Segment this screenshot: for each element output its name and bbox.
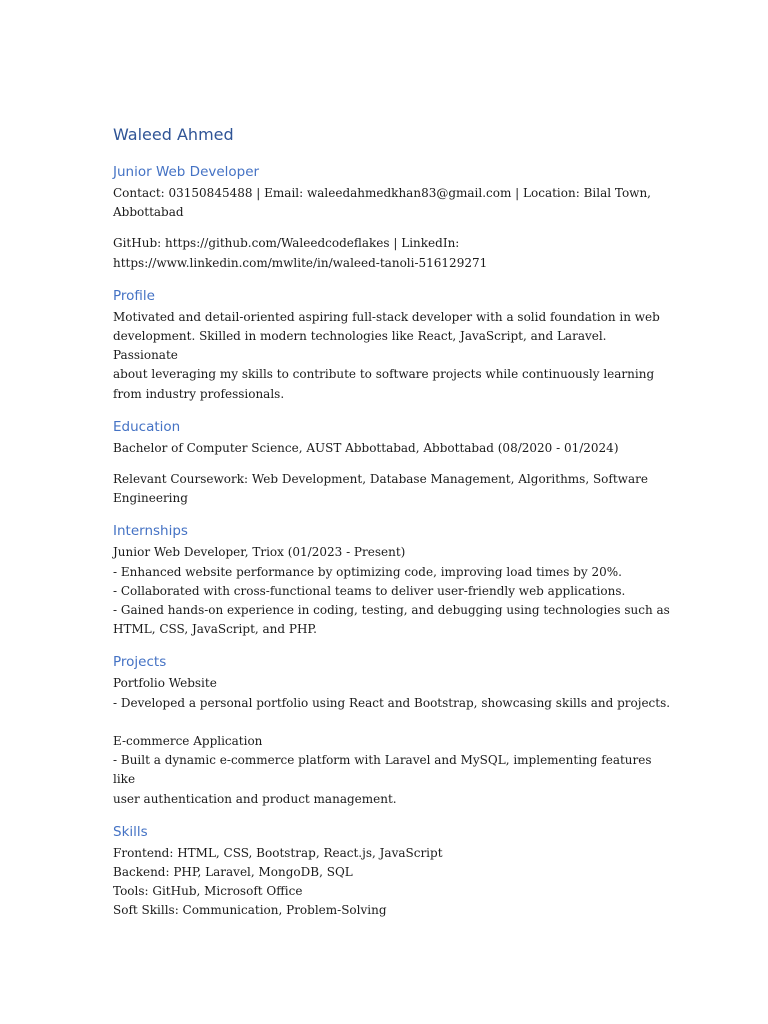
skills-section: [113, 823, 673, 921]
profile-heading: Profile: [113, 287, 155, 304]
profile-text: Motivated and detail-oriented aspiring full-stack developer with a solid foundation in web development. Skilled in modern technologies like React, JavaScript, and Laravel. Passionate about leveraging my skills to contribute to software projects while continuously learning from industry professionals.: [113, 309, 660, 401]
resume-page: [113, 124, 673, 921]
project-spacer: [113, 713, 673, 732]
profile-links: GitHub: https://github.com/Waleedcodeflakes | LinkedIn: https://www.linkedin.com/mwlite/in/waleed-tanoli-516129271: [113, 236, 488, 270]
job-title: Junior Web Developer: [113, 164, 260, 180]
project-ecommerce: E-commerce Application - Built a dynamic e-commerce platform with Laravel and MySQL, implementing features like user authentication and product management.: [113, 734, 652, 806]
education-coursework: Relevant Coursework: Web Development, Database Management, Algorithms, Software Engineering: [113, 472, 648, 506]
candidate-name: Waleed Ahmed: [113, 125, 234, 144]
projects-heading: Projects: [113, 654, 167, 671]
contact-info: Contact: 03150845488 | Email: waleedahmedkhan83@gmail.com | Location: Bilal Town, Abbottabad: [113, 186, 651, 220]
projects-section: [113, 653, 673, 808]
profile-section: [113, 287, 673, 404]
education-section: [113, 418, 673, 509]
project-portfolio: Portfolio Website - Developed a personal portfolio using React and Bootstrap, showcasing skills and projects.: [113, 676, 671, 710]
internships-heading: Internships: [113, 523, 188, 540]
skills-text: Frontend: HTML, CSS, Bootstrap, React.js, JavaScript Backend: PHP, Laravel, MongoDB, SQL Tools: GitHub, Microsoft Office Soft Skills: Communication, Problem-Solving: [113, 845, 443, 918]
internships-section: [113, 522, 673, 639]
header-section: [113, 163, 673, 273]
skills-heading: Skills: [113, 823, 148, 840]
education-degree: Bachelor of Computer Science, AUST Abbottabad, Abbottabad (08/2020 - 01/2024): [113, 440, 619, 455]
internships-text: Junior Web Developer, Triox (01/2023 - Present) - Enhanced website performance by optimizing code, improving load times by 20%. - Collaborated with cross-functional teams to deliver user-friendly web applications. - Gained hands-on experience in coding, testing, and debugging using technologies such as HTML, CSS, JavaScript, and PHP.: [113, 545, 670, 637]
education-heading: Education: [113, 418, 181, 435]
